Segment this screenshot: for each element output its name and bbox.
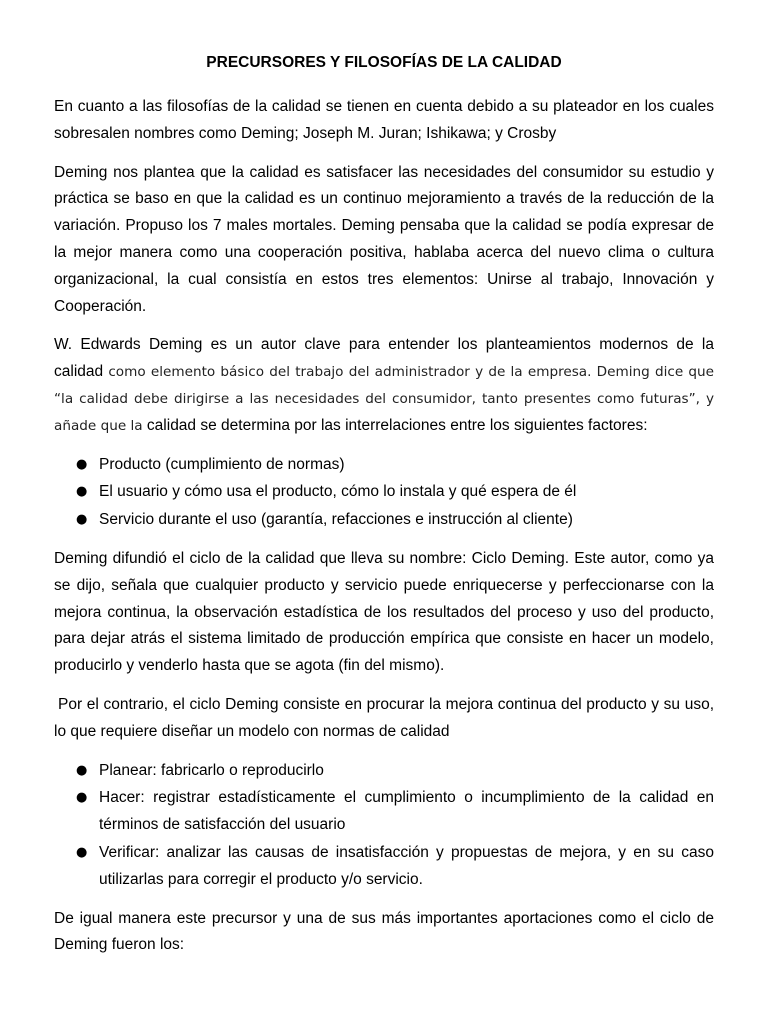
bullet-icon: ● [76, 844, 88, 860]
list-item [54, 785, 714, 839]
paragraph-contrary: Por el contrario, el ciclo Deming consiste en procurar la mejora continua del producto y su uso, lo que requiere diseñar un modelo con normas de calidad [54, 695, 714, 740]
cycle-steps-list [54, 758, 714, 894]
list-item [54, 840, 714, 894]
paragraph-closing: De igual manera este precursor y una de sus más importantes aportaciones como el ciclo de Deming fueron los: [54, 909, 714, 954]
paragraph-edwards-deming [54, 332, 714, 439]
list-item [54, 507, 714, 534]
bullet-icon: ● [76, 790, 88, 806]
list-item [54, 758, 714, 785]
paragraph-edwards-deming-part-3: calidad se determina por las interrelaciones entre los siguientes factores: [142, 416, 648, 434]
list-item-text: Verificar: analizar las causas de insatisfacción y propuestas de mejora, y en su caso utilizarlas para corregir el producto y/o servicio. [99, 843, 714, 888]
paragraph-edwards-deming-part-1: W. Edwards Deming es un autor clave para entender los planteamientos modernos de la calidad [54, 336, 714, 381]
paragraph-edwards-deming-quote: como elemento básico del trabajo del administrador y de la empresa. Deming dice que “la calidad debe dirigirse a las necesidades del consumidor, tanto presentes como futuras”, y añade que la [54, 364, 714, 434]
list-item-text: Hacer: registrar estadísticamente el cumplimiento o incumplimiento de la calidad en términos de satisfacción del usuario [99, 789, 714, 834]
paragraph-deming-quality: Deming nos plantea que la calidad es satisfacer las necesidades del consumidor su estudio y práctica se baso en que la calidad es un continuo mejoramiento a través de la reducción de la variación. Propuso los 7 males mortales. Deming pensaba que la calidad se podía expresar de la mejor manera como una cooperación positiva, hablaba acerca del nuevo clima o cultura organizacional, la cual consistía en estos tres elementos: Unirse al trabajo, Innovación y Cooperación. [54, 163, 714, 315]
paragraph-deming-cycle: Deming difundió el ciclo de la calidad que lleva su nombre: Ciclo Deming. Este autor, como ya se dijo, señala que cualquier producto y servicio puede enriquecerse y perfeccionarse con la mejora continua, la observación estadística de los resultados del proceso y uso del producto, para dejar atrás el sistema limitado de producción empírica que consiste en hacer un modelo, producirlo y venderlo hasta que se agota (fin del mismo). [54, 549, 714, 675]
list-item-text: El usuario y cómo usa el producto, cómo lo instala y qué espera de él [99, 483, 577, 501]
list-item-text: Servicio durante el uso (garantía, refacciones e instrucción al cliente) [99, 511, 573, 529]
list-item [54, 479, 714, 506]
bullet-icon: ● [76, 762, 88, 778]
list-item-text: Planear: fabricarlo o reproducirlo [99, 761, 324, 779]
list-item [54, 452, 714, 479]
document-title: PRECURSORES Y FILOSOFÍAS DE LA CALIDAD [206, 54, 562, 71]
bullet-icon: ● [76, 512, 88, 528]
bullet-icon: ● [76, 456, 88, 472]
list-item-text: Producto (cumplimiento de normas) [99, 455, 345, 473]
bullet-icon: ● [76, 484, 88, 500]
factors-list [54, 452, 714, 534]
paragraph-intro: En cuanto a las filosofías de la calidad se tienen en cuenta debido a su plateador en los cuales sobresalen nombres como Deming; Joseph M. Juran; Ishikawa; y Crosby [54, 98, 714, 142]
